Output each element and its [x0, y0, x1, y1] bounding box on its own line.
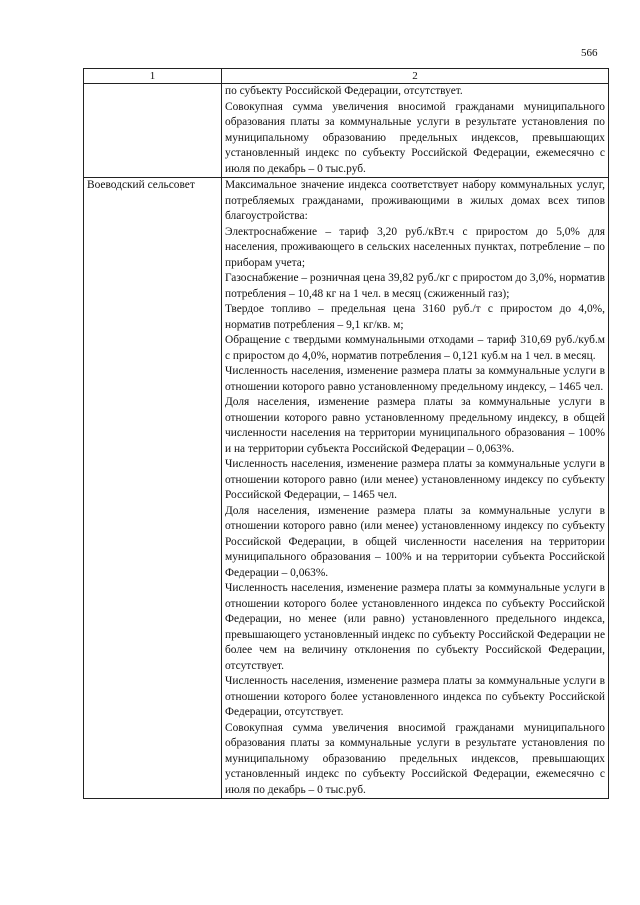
table-header-row	[84, 69, 609, 84]
paragraph: Численность населения, изменение размера платы за коммунальные услуги в отношении которого более установленного индекса по субъекту Российской Федерации, но менее (или равно) установленного предельного индекса, превышающего установленный индекс по субъекту Российской Федерации не более чем на величину отклонения по субъекту Российской Федерации, отсутствует.	[225, 582, 605, 672]
paragraph: Максимальное значение индекса соответствует набору коммунальных услуг, потребляемых гражданами, проживающими в жилых домах всех типов благоустройства:	[225, 179, 605, 222]
column-header-1: 1	[84, 69, 222, 84]
page-number: 566	[581, 47, 598, 59]
paragraph: Твердое топливо – предельная цена 3160 руб./т с приростом до 4,0%, норматив потребления – 9,1 кг/кв. м;	[225, 303, 605, 331]
table-row	[84, 84, 609, 178]
paragraph: Численность населения, изменение размера платы за коммунальные услуги в отношении которого равно (или менее) установленному индексу по субъекту Российской Федерации, – 1465 чел.	[225, 458, 605, 501]
description-cell	[222, 178, 609, 799]
paragraph: Электроснабжение – тариф 3,20 руб./кВт.ч с приростом до 5,0% для населения, проживающего в сельских населенных пунктах, потребление – по приборам учета;	[225, 225, 605, 269]
table-row	[84, 178, 609, 799]
paragraph: Численность населения, изменение размера платы за коммунальные услуги в отношении которого равно установленному предельному индексу, – 1465 чел.	[225, 365, 605, 393]
paragraph: Численность населения, изменение размера платы за коммунальные услуги в отношении которого более установленного индекса по субъекту Российской Федерации, отсутствует.	[225, 675, 605, 718]
place-cell	[84, 84, 222, 178]
paragraph: по субъекту Российской Федерации, отсутствует.	[225, 85, 463, 97]
paragraph: Совокупная сумма увеличения вносимой гражданами муниципального образования платы за коммунальные услуги в результате установления по муниципальному образованию предельных индексов, превышающих установленный индекс по субъекту Российской Федерации, ежемесячно с июля по декабрь – 0 тыс.руб.	[225, 100, 605, 175]
document-table	[83, 68, 609, 799]
paragraph: Обращение с твердыми коммунальными отходами – тариф 310,69 руб./куб.м с приростом до 4,0%, норматив потребления – 0,121 куб.м на 1 чел. в месяц.	[225, 334, 605, 362]
column-header-2: 2	[222, 69, 609, 84]
paragraph: Доля населения, изменение размера платы за коммунальные услуги в отношении которого равно (или менее) установленному индексу по субъекту Российской Федерации, в общей численности населения на территории муниципального образования – 100% и на территории субъекта Российской Федерации – 0,063%.	[225, 504, 605, 579]
description-cell	[222, 84, 609, 178]
place-name: Воеводский сельсовет	[87, 179, 195, 191]
place-cell	[84, 178, 222, 799]
paragraph: Газоснабжение – розничная цена 39,82 руб./кг с приростом до 3,0%, норматив потребления – 10,48 кг на 1 чел. в месяц (сжиженный газ);	[225, 272, 605, 300]
paragraph: Доля населения, изменение размера платы за коммунальные услуги в отношении которого равно установленному предельному индексу, в общей численности населения на территории муниципального образования – 100% и на территории субъекта Российской Федерации – 0,063%.	[225, 396, 605, 455]
paragraph: Совокупная сумма увеличения вносимой гражданами муниципального образования платы за коммунальные услуги в результате установления по муниципальному образованию предельных индексов, превышающих установленный индекс по субъекту Российской Федерации, ежемесячно с июля по декабрь – 0 тыс.руб.	[225, 721, 605, 796]
